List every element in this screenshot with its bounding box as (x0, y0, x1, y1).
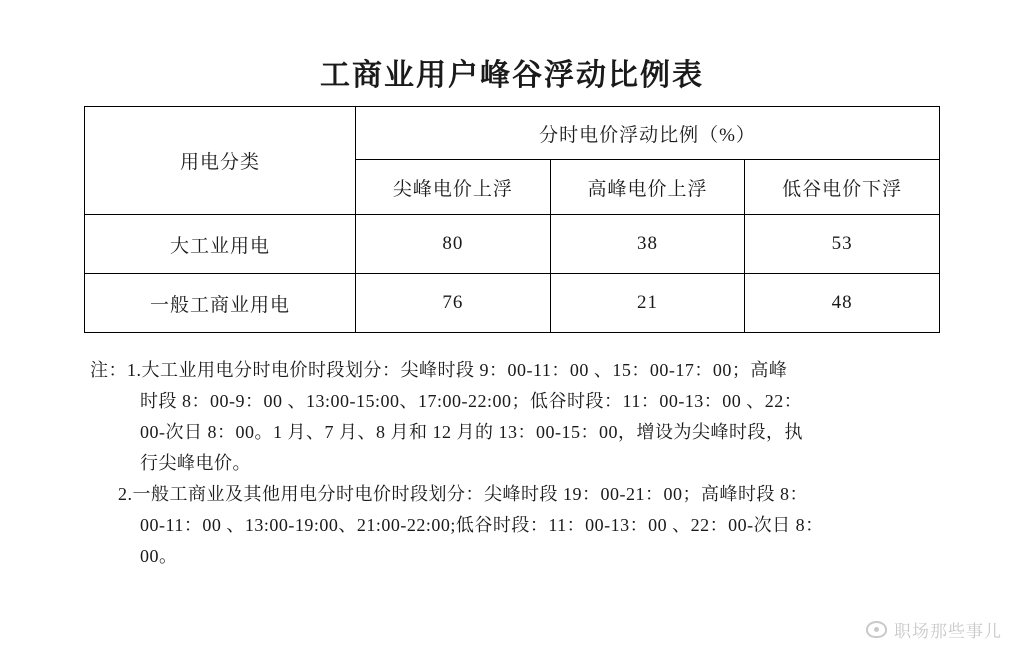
rate-table (84, 106, 940, 333)
note-2-marker: 2. (118, 484, 133, 504)
table-header-group: 分时电价浮动比例（%） (356, 107, 940, 160)
note-1-marker: 1. (127, 360, 142, 380)
note-2-line-2: 00-11：00 、13:00-19:00、21:00-22:00;低谷时段：11：00-13：00 、22：00-次日 8： (140, 515, 824, 535)
row-1-value-2: 48 (745, 274, 940, 333)
note-1-line-4: 行尖峰电价。 (140, 453, 251, 473)
rate-table-container (84, 106, 940, 333)
table-header-row-1 (85, 107, 940, 160)
notes-prefix: 注： (90, 360, 127, 380)
table-header-category: 用电分类 (85, 107, 356, 215)
table-row (85, 274, 940, 333)
table-header-valley-down: 低谷电价下浮 (745, 160, 940, 215)
row-1-value-1: 21 (550, 274, 745, 333)
row-category-large-industry: 大工业用电 (85, 215, 356, 274)
table-header-high-top: 高峰电价上浮 (550, 160, 745, 215)
watermark-label: 职场那些事儿 (894, 622, 1002, 641)
row-1-value-0: 76 (356, 274, 551, 333)
row-0-value-1: 38 (550, 215, 745, 274)
note-1-text-1: 大工业用电分时电价时段划分：尖峰时段 9：00-11：00 、15：00-17：00；高峰 (141, 360, 788, 380)
row-category-general-commercial: 一般工商业用电 (85, 274, 356, 333)
note-1-line-1 (84, 355, 940, 386)
note-1-line-3: 00-次日 8：00。1 月、7 月、8 月和 12 月的 13：00-15：00，增设为尖峰时段，执 (140, 422, 803, 442)
table-header-peak-top: 尖峰电价上浮 (356, 160, 551, 215)
row-0-value-2: 53 (745, 215, 940, 274)
note-2-line-1 (84, 479, 940, 510)
page-title: 工商业用户峰谷浮动比例表 (320, 59, 704, 92)
weibo-eye-icon (866, 621, 887, 638)
row-0-value-0: 80 (356, 215, 551, 274)
note-2-text-1: 一般工商业及其他用电分时电价时段划分：尖峰时段 19：00-21：00；高峰时段 8： (132, 484, 808, 504)
note-1-line-2: 时段 8：00-9：00 、13:00-15:00、17:00-22:00；低谷时段：11：00-13：00 、22： (140, 391, 803, 411)
notes-section (84, 355, 940, 572)
watermark (866, 617, 1002, 642)
table-row (85, 215, 940, 274)
note-2-line-3: 00。 (140, 546, 178, 566)
